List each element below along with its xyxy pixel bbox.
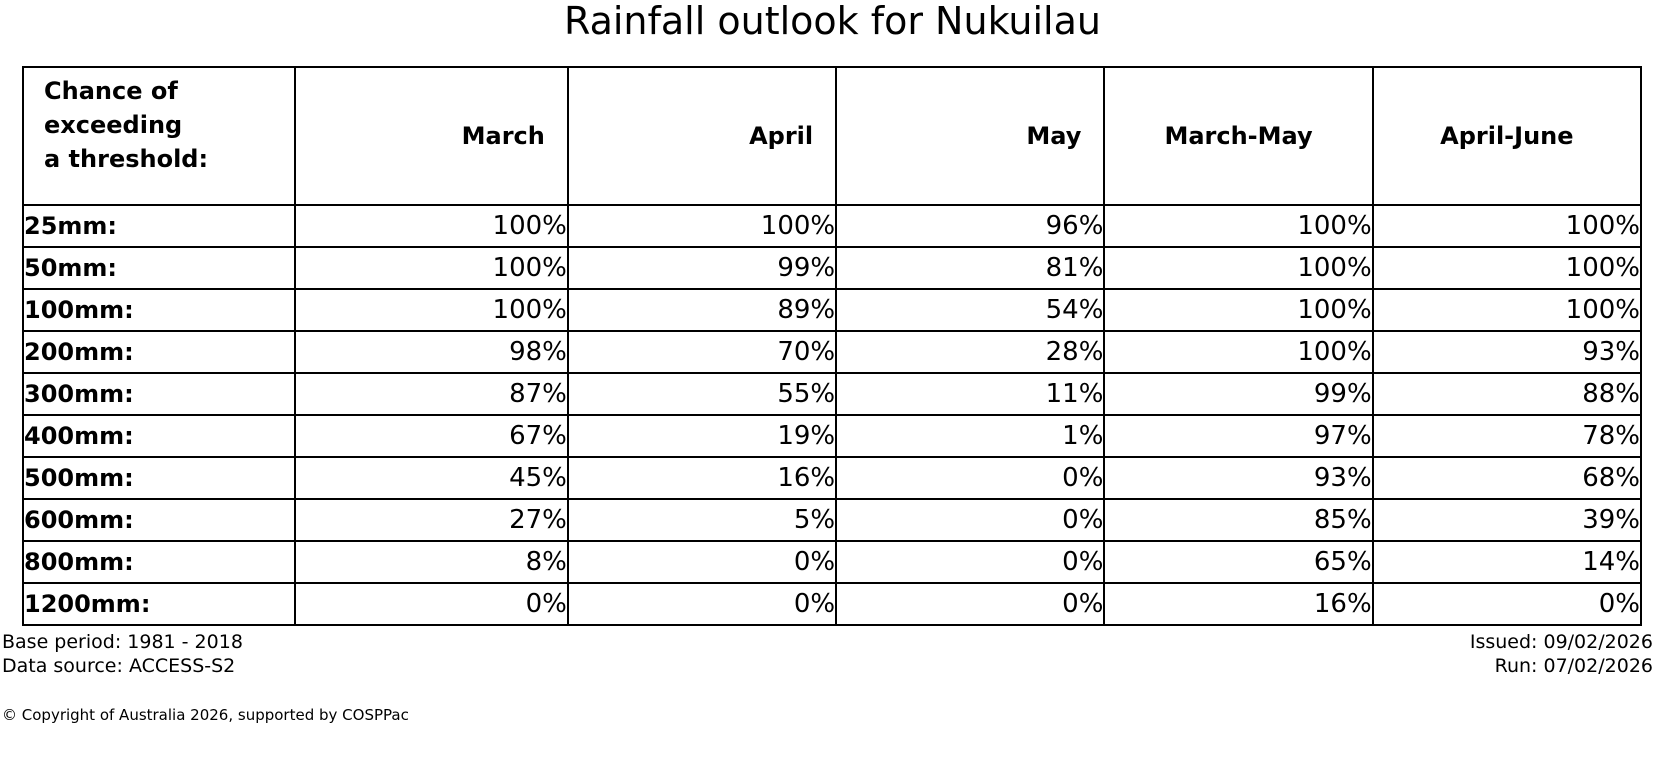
row-label: 800mm: [23, 541, 295, 583]
header-line-3: a threshold: [44, 145, 209, 173]
cell-march-may: 100% [1104, 289, 1372, 331]
cell-may: 28% [836, 331, 1104, 373]
copyright-text: © Copyright of Australia 2026, supported by COSPPac [2, 706, 409, 724]
cell-april-june: 0% [1373, 583, 1641, 625]
cell-may: 0% [836, 583, 1104, 625]
table-row [23, 373, 1641, 415]
cell-march-may: 100% [1104, 205, 1372, 247]
column-header-threshold [23, 67, 295, 205]
row-label: 600mm: [23, 499, 295, 541]
cell-march: 27% [295, 499, 567, 541]
table-row [23, 247, 1641, 289]
cell-april-june: 93% [1373, 331, 1641, 373]
cell-april-june: 100% [1373, 205, 1641, 247]
row-label: 500mm: [23, 457, 295, 499]
row-label: 50mm: [23, 247, 295, 289]
table-row [23, 583, 1641, 625]
row-label: 300mm: [23, 373, 295, 415]
cell-may: 0% [836, 499, 1104, 541]
table-row [23, 541, 1641, 583]
cell-may: 1% [836, 415, 1104, 457]
cell-april-june: 78% [1373, 415, 1641, 457]
cell-april: 55% [568, 373, 836, 415]
cell-march-may: 100% [1104, 247, 1372, 289]
cell-march-may: 93% [1104, 457, 1372, 499]
run-date-text: Run: 07/02/2026 [1494, 655, 1653, 677]
cell-march: 67% [295, 415, 567, 457]
column-header-april-june: April-June [1373, 67, 1641, 205]
issued-date-text: Issued: 09/02/2026 [1469, 631, 1653, 653]
base-period-text: Base period: 1981 - 2018 [2, 631, 243, 653]
header-line-2: exceeding [44, 111, 183, 139]
cell-april: 89% [568, 289, 836, 331]
cell-march-may: 100% [1104, 331, 1372, 373]
cell-april: 100% [568, 205, 836, 247]
cell-march: 100% [295, 289, 567, 331]
cell-may: 96% [836, 205, 1104, 247]
cell-april-june: 39% [1373, 499, 1641, 541]
cell-march-may: 16% [1104, 583, 1372, 625]
cell-may: 54% [836, 289, 1104, 331]
row-label: 25mm: [23, 205, 295, 247]
row-label: 100mm: [23, 289, 295, 331]
cell-april: 5% [568, 499, 836, 541]
table-row [23, 457, 1641, 499]
table-row [23, 415, 1641, 457]
cell-april: 19% [568, 415, 836, 457]
column-header-may: May [836, 67, 1104, 205]
cell-march-may: 85% [1104, 499, 1372, 541]
row-label: 200mm: [23, 331, 295, 373]
footer-left-block [2, 630, 243, 678]
header-line-1: Chance of [44, 77, 178, 105]
table-row [23, 205, 1641, 247]
table-row [23, 499, 1641, 541]
page-title: Rainfall outlook for Nukuilau [564, 0, 1101, 43]
cell-april: 70% [568, 331, 836, 373]
row-label: 1200mm: [23, 583, 295, 625]
cell-march-may: 99% [1104, 373, 1372, 415]
cell-march: 100% [295, 247, 567, 289]
cell-april: 99% [568, 247, 836, 289]
cell-march: 0% [295, 583, 567, 625]
cell-april: 16% [568, 457, 836, 499]
cell-may: 81% [836, 247, 1104, 289]
cell-march-may: 65% [1104, 541, 1372, 583]
cell-april: 0% [568, 583, 836, 625]
cell-march-may: 97% [1104, 415, 1372, 457]
cell-march: 100% [295, 205, 567, 247]
footer-right-block [1470, 630, 1653, 678]
cell-april: 0% [568, 541, 836, 583]
table-row [23, 289, 1641, 331]
cell-march: 8% [295, 541, 567, 583]
cell-april-june: 88% [1373, 373, 1641, 415]
table-header-row [23, 67, 1641, 205]
cell-march: 87% [295, 373, 567, 415]
cell-april-june: 68% [1373, 457, 1641, 499]
column-header-march-may: March-May [1104, 67, 1372, 205]
cell-march: 45% [295, 457, 567, 499]
cell-april-june: 100% [1373, 289, 1641, 331]
rainfall-outlook-table [22, 66, 1642, 626]
data-source-text: Data source: ACCESS-S2 [2, 655, 236, 677]
cell-may: 0% [836, 541, 1104, 583]
column-header-march: March [295, 67, 567, 205]
outlook-table-container [22, 66, 1642, 626]
cell-may: 0% [836, 457, 1104, 499]
cell-april-june: 100% [1373, 247, 1641, 289]
cell-april-june: 14% [1373, 541, 1641, 583]
cell-may: 11% [836, 373, 1104, 415]
table-row [23, 331, 1641, 373]
cell-march: 98% [295, 331, 567, 373]
column-header-april: April [568, 67, 836, 205]
row-label: 400mm: [23, 415, 295, 457]
